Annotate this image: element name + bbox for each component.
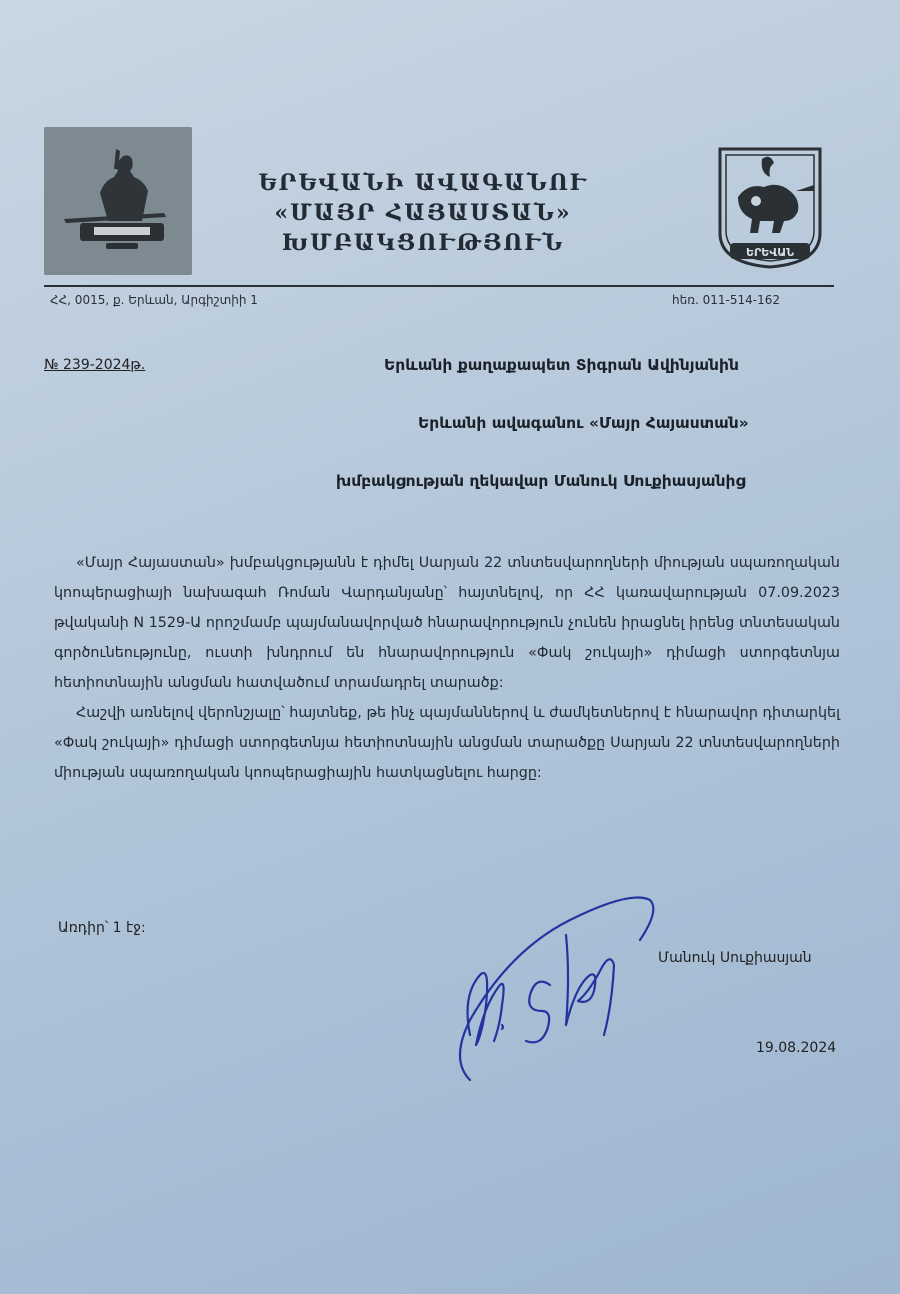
org-title-line2: «ՄԱՅՐ ՀԱՅԱՍՏԱՆ» [274,200,572,226]
mayr-hayastan-statue-logo-icon [44,127,192,275]
document-number: № 239-2024թ. [44,357,146,373]
sender-line: խմբակցության ղեկավար Մանուկ Սուքիասյանից [336,472,746,490]
header-divider [44,285,834,287]
handwritten-signature-icon [440,875,660,1085]
letter-date: 19.08.2024 [756,1040,837,1056]
body-paragraph-2: Հաշվի առնելով վերոնշյալը՝ հայտնեք, թե ինչ պայմաններով և ժամկետներով է հնարավոր դիտարկել «Փակ շուկայի» դիմացի ստորգետնյա հետիոտնային անցման տարածքը Սարյան 22 տնտեսվարողների միության սպառողական կոոպերացիային հատկացնելու հարցը: [54,705,840,781]
body-paragraph-1: «Մայր Հայաստան» խմբակցությանն է դիմել Սարյան 22 տնտեսվարողների միության սպառողական կոոպերացիայի նախագահ Ռոման Վարդանյանը՝ հայտնելով, որ ՀՀ կառավարության 07.09.2023 թվականի N 1529-Ա որոշմամբ պայմանավորված հնարավորություն չունեն իրացնել իրենց տնտեսական գործունեությունը, ուստի խնդրում են հնարավորություն «Փակ շուկայի» դիմացի ստորգետնյա հետիոտնային անցման հատվածում տրամադրել տարածք: [54,555,840,691]
phone-text: հեռ. 011-514-162 [672,293,780,307]
org-title-line3: ԽՄԲԱԿՑՈՒԹՅՈՒՆ [281,230,565,256]
yerevan-lion-coat-of-arms-icon [716,145,824,271]
attachment-note: Առդիր՝ 1 էջ: [58,920,146,936]
recipient-line-1: Երևանի քաղաքապետ Տիգրան Ավինյանին [384,356,739,374]
coat-of-arms-text: ԵՐԵՎԱՆ [745,246,795,259]
organization-title [228,168,618,258]
letter-body [54,548,840,788]
recipient-line-2: Երևանի ավագանու «Մայր Հայաստան» [418,414,749,432]
signer-name: Մանուկ Սուքիասյան [658,950,812,966]
org-title-line1: ԵՐԵՎԱՆԻ ԱՎԱԳԱՆՈՒ [258,170,588,196]
address-text: ՀՀ, 0015, ք. Երևան, Արգիշտիի 1 [50,293,258,307]
